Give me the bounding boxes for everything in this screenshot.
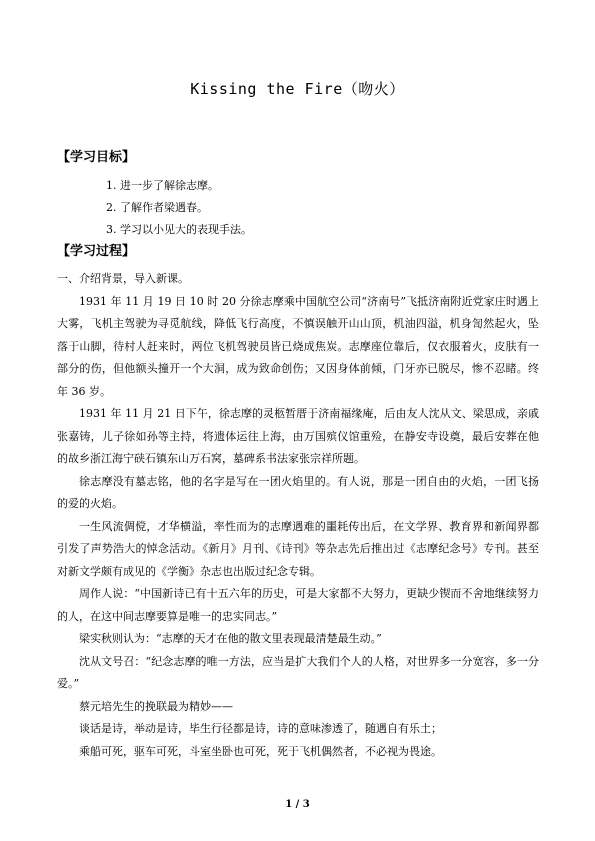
couplet-line: 谈话是诗，举动是诗，毕生行径都是诗，诗的意味渗透了，随遇自有乐土； [79,722,442,735]
learning-goals-list [106,175,252,241]
paragraph: 周作人说：“中国新诗已有十五六年的历史，可是大家都不大努力，更缺少锲而不舍地继续努力的人，在这中间志摩要算是唯一的忠实同志。” [57,587,539,623]
paragraph: 蔡元培先生的挽联最为精妙—— [79,699,233,713]
page-number: 1 / 3 [285,799,310,810]
learning-goals-heading: 【学习目标】 [57,150,136,165]
goal-item: 1. 进一步了解徐志摩。 [106,179,219,192]
learning-process-heading: 【学习过程】 [57,244,136,259]
paragraph: 徐志摩没有墓志铭，他的名字是写在一团火焰里的。有人说，那是一团自由的火焰，一团飞扬的爱的火焰。 [57,474,539,510]
paragraph: 1931 年 11 月 19 日 10 时 20 分徐志摩乘中国航空公司“济南号”飞抵济南附近党家庄时遇上大雾，飞机主驾驶为寻觅航线，降低飞行高度，不慎误触开山山顶，机油四溢，机身訇然起火，坠落于山脚，待村人赶来时，两位飞机驾驶员皆已烧成焦炭。志摩座位靠后，仅衣服着火，皮肤有一部分的伤，但他额头撞开一个大洞，成为致命创伤；又因身体前倾，门牙亦已脱尽，惨不忍睹。终年 36 岁。 [57,294,539,398]
couplet-line: 乘船可死，驱车可死，斗室坐卧也可死，死于飞机偶然者，不必视为畏途。 [79,744,442,758]
paragraph: 梁实秋则认为：“志摩的天才在他的散文里表现最清楚最生动。” [79,632,382,645]
goal-item: 3. 学习以小见大的表现手法。 [106,223,252,236]
goal-item: 2. 了解作者梁遇春。 [106,201,208,214]
document-body [57,268,539,763]
paragraph-intro: 一、介绍背景，导入新课。 [57,272,189,285]
document-title: Kissing the Fire（吻火） [190,80,405,98]
paragraph: 1931 年 11 月 21 日下午，徐志摩的灵柩暂厝于济南福缘庵，后由友人沈从文、梁思成，亲戚张嘉铸，儿子徐如孙等主持，将遗体运往上海，由万国殡仪馆重殓，在静安寺设奠，最后安葬在他的故乡浙江海宁硖石镇东山万石窝，墓碑系书法家张宗祥所题。 [57,407,539,465]
paragraph: 一生风流倜傥，才华横溢，率性而为的志摩遇难的噩耗传出后，在文学界、教育界和新闻界都引发了声势浩大的悼念活动。《新月》月刊、《诗刊》等杂志先后推出过《志摩纪念号》专刊。甚至对新文学颇有成见的《学衡》杂志也出版过纪念专辑。 [57,519,539,578]
paragraph: 沈从文号召：“纪念志摩的唯一方法，应当是扩大我们个人的人格，对世界多一分宽容，多一分爱。” [57,654,539,690]
